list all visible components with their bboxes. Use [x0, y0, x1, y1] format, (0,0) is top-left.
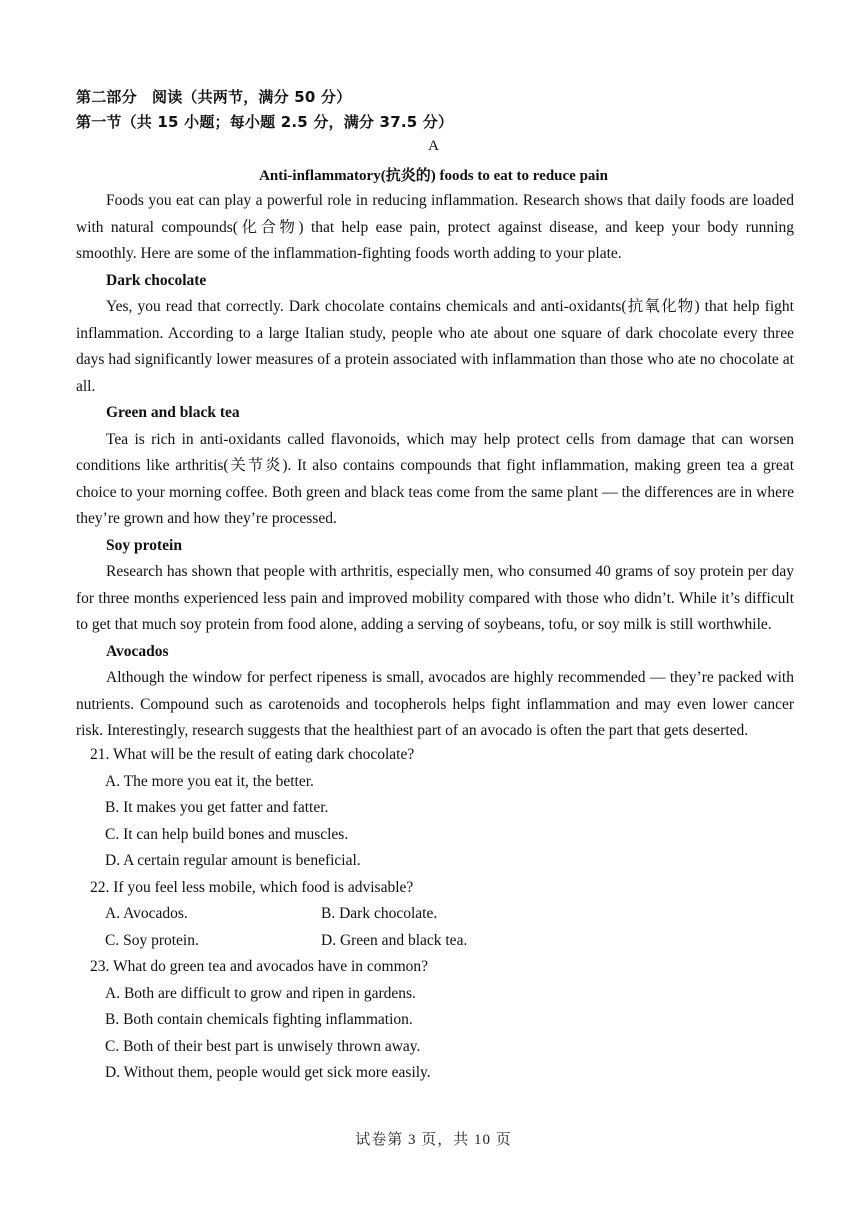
answer-option: B. It makes you get fatter and fatter. — [105, 799, 329, 816]
section-paragraph: Tea is rich in anti-oxidants called flavonoids, which may help protect cells from damage that can worsen conditions like arthritis(关节炎). It also contains compounds that fight inflammation, making green tea a great choice to your morning coffee. Both green and black teas come from the same plant — the differences are in where they’re grown and how they’re processed. — [76, 430, 794, 527]
passage-intro: Foods you eat can play a powerful role in reducing inflammation. Research shows that daily foods are loaded with natural compounds(化合物) that help ease pain, protect against disease, and keep your body running smoothly. Here are some of the inflammation-fighting foods worth adding to your plate. — [76, 192, 794, 262]
answer-option: D. Without them, people would get sick more easily. — [105, 1064, 431, 1081]
section-paragraph: Yes, you read that correctly. Dark chocolate contains chemicals and anti-oxidants(抗氧化物) that help fight inflammation. According to a large Italian study, people who ate about one square of dark chocolate every three days had significantly lower measures of a protein associated with inflammation than those who ate no chocolate at all. — [76, 298, 794, 395]
part-title: 第二部分 阅读（共两节，满分 50 分） — [76, 88, 352, 106]
section-title: 第一节（共 15 小题；每小题 2.5 分，满分 37.5 分） — [76, 113, 454, 131]
question-stem: 21. What will be the result of eating dark chocolate? — [90, 746, 415, 763]
page-footer: 试卷第 3 页，共 10 页 — [355, 1132, 512, 1148]
question-stem: 22. If you feel less mobile, which food is advisable? — [90, 878, 414, 896]
answer-option: C. It can help build bones and muscles. — [105, 825, 349, 843]
answer-option-row — [90, 901, 794, 928]
section-paragraph: Research has shown that people with arthritis, especially men, who consumed 40 grams of soy protein per day for three months experienced less pain and improved mobility compared with those who didn’t. While it’s difficult to get that much soy protein from food alone, adding a serving of soybeans, tofu, or soy milk is still worthwhile. — [76, 563, 794, 633]
answer-option: C. Soy protein. — [105, 931, 199, 949]
answer-option: D. A certain regular amount is beneficial. — [105, 852, 361, 869]
section-heading: Soy protein — [106, 536, 182, 554]
question-stem: 23. What do green tea and avocados have in common? — [90, 958, 429, 975]
answer-option: B. Dark chocolate. — [321, 905, 438, 922]
passage-letter: A — [428, 138, 439, 154]
section-heading: Dark chocolate — [106, 271, 207, 289]
section-paragraph: Although the window for perfect ripeness is small, avocados are highly recommended — they’re packed with nutrients. Compound such as carotenoids and tocopherols helps fight inflammation and may even lower cancer risk. Interestingly, research suggests that the healthiest part of an avocado is often the part that gets deserted. — [76, 669, 794, 739]
answer-option: A. Both are difficult to grow and ripen in gardens. — [105, 984, 416, 1002]
question-list — [90, 742, 794, 1087]
answer-option-row — [90, 928, 794, 955]
answer-option: A. Avocados. — [105, 905, 188, 922]
passage-title: Anti-inflammatory(抗炎的) foods to eat to reduce pain — [259, 168, 608, 184]
section-heading: Avocados — [106, 642, 169, 660]
answer-option: D. Green and black tea. — [321, 931, 468, 949]
answer-option: C. Both of their best part is unwisely thrown away. — [105, 1037, 421, 1055]
passage-body — [76, 188, 794, 745]
section-heading: Green and black tea — [106, 404, 240, 421]
answer-option: A. The more you eat it, the better. — [105, 772, 314, 790]
answer-option: B. Both contain chemicals fighting inflammation. — [105, 1011, 413, 1028]
